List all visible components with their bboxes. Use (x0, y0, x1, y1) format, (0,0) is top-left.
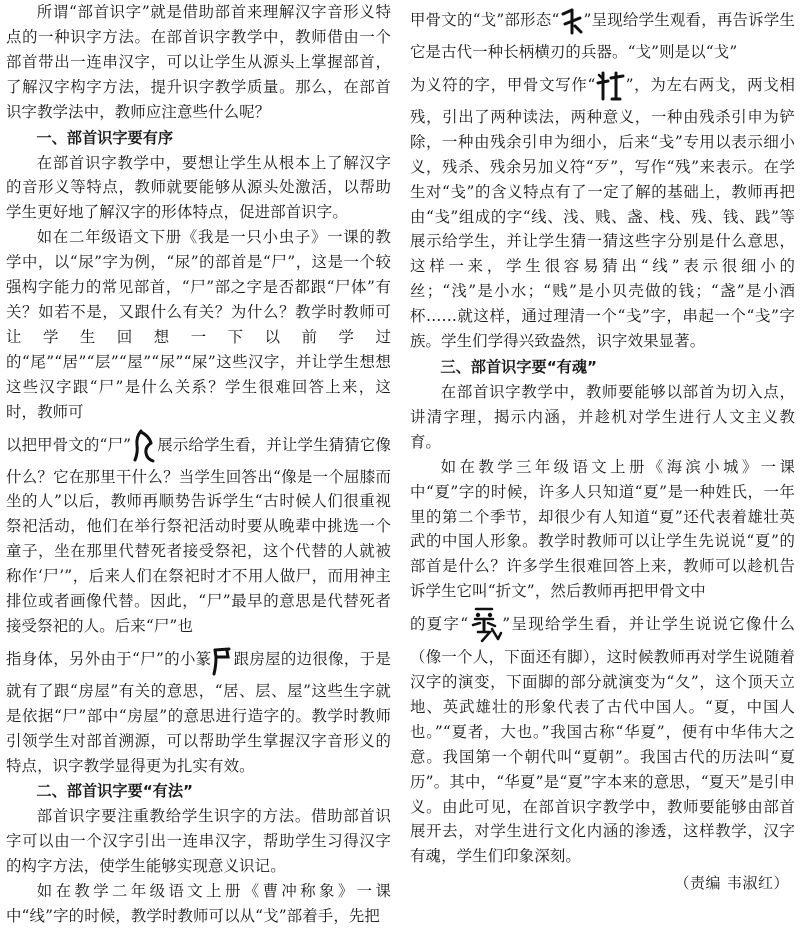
section1-paragraph-2: 如在二年级语文下册《我是一只小虫子》一课的教学中，以“尿”字为例，“尿”的部首是“尸”，这是一个较强构字能力的常见部首，“尸”部之字是否都跟“尸体”有关？如若不是，又跟什么有关？为什么？教学时教师可让学生回想一下以前学过的“尾”“居”“层”“屋”“尿”“屎”这些汉字，并让学生想想这些汉字跟“尸”是什么关系？学生很难回答上来，这时，教师可 (6, 228, 391, 421)
signature-role: （责编 (674, 874, 721, 893)
section1-paragraph-1: 在部首识字教学中，要想让学生从根本上了解汉字的音形义等特点，教师就要能够从源头处激活，以帮助学生更好地了解汉字的形体特点，促进部首识字。 (6, 153, 391, 222)
text-run: ”呈现给学生观看，再告诉学生它是古代一种长柄横刃的兵器。“戈”则是以“戈” (410, 11, 795, 61)
section3-paragraph-2: 如在教学三年级语文上册《海滨小城》一课中“夏”字的时候，许多人只知道“夏”是一种姓氏，一年里的第二个季节，却很少有人知道“夏”还代表着雄壮英武的中国人形象。教学时教师可以让学生先说说“夏”的部首是什么？许多学生很难回答上来，教师可以趁机告诉学生它叫“折文”，然后教师再把甲骨文中 (410, 457, 795, 601)
text-run: 指身体，另外由于“尸”的小篆 (6, 649, 212, 668)
section2-continued-paragraph-1 (410, 0, 795, 65)
intro-paragraph: 所谓“部首识字”就是借助部首来理解汉字音形义特点的一种识字方法。在部首识字教学中，教师借由一个部首带出一连串汉字，可以让学生从源头上掌握部首，了解汉字构字方法，提升识字教学质量。那么，在部首识字教学法中，教师应注意些什么呢？ (6, 3, 391, 121)
text-run: 甲骨文的“戈”部形态“ (410, 11, 560, 29)
section3-paragraph-3 (410, 604, 795, 869)
oracle-jian-glyph-icon (596, 69, 626, 103)
section2-paragraph-1: 部首识字要注重教给学生识字的方法。借助部首识字可以由一个汉字引出一连串汉字，帮助学生习得汉字的构字方法，使学生能够实现意义识记。 (6, 807, 391, 876)
section3-paragraph-1: 在部首识字教学中，教师要能够以部首为切入点，讲清字理，揭示内涵，并趁机对学生进行人文主义教育。 (410, 382, 795, 451)
seal-shi-glyph-icon (211, 644, 233, 676)
text-run: 的夏字“ (410, 615, 469, 634)
text-run: 为义符的字，甲骨文写作“ (410, 75, 596, 94)
text-run: ”呈现给学生看，并让学生说说它像什么（像一个人，下面还有脚），这时候教师再对学生说随着汉字的演变，下面脚的部分就演变为“夂”，这个顶天立地、英武雄壮的形象代表了古代中国人。“夏，中国人也。”“夏者，大也。”我国古称“华夏”，便有中华伟大之意。我国第一个朝代叫“夏朝”。我国古代的历法叫“夏历”。其中，“华夏”是“夏”字本来的意思，“夏天”是引申义。由此可见，在部首识字教学中，教师要能够由部首展开去，对学生进行文化内涵的渗透，这样教学，汉字有魂，学生们印象深刻。 (410, 615, 795, 866)
section2-paragraph-2: 如在教学二年级语文上册《曹冲称象》一课中“线”字的时候，教学时教师可以从“戈”部着手，先把 (6, 882, 391, 926)
section1-paragraph-4 (6, 639, 391, 779)
section-heading-2: 二、部首识字要“有法” (36, 782, 194, 801)
oracle-ge-glyph-icon (560, 6, 584, 36)
oracle-xia-glyph-icon (468, 605, 502, 645)
text-run: ”，为左右两戈，两戈相残，引出了两种读法，两种意义，一种由残杀引申为铲除，一种由残余引申为细小，后来“戋”专用以表示细小义，残杀、残余另加义符“歹”，写作“残”来表示。在学生对“戋”的含义特点有了一定了解的基础上，教师再把由“戋”组成的字“线、浅、贱、盏、栈、残、钱、践”等展示给学生，并让学生猜一猜这些字分别是什么意思，这样一来，学生很容易猜出“线”表示很细小的丝；“浅”是小水；“贱”是小贝壳做的钱；“盏”是小酒杯……就这样，通过理清一个“戋”字，串起一个“戋”字族。学生们学得兴致盎然，识字效果显著。 (410, 75, 795, 351)
left-column (6, 0, 391, 926)
section-heading-3: 三、部首识字要“有魂” (440, 357, 598, 376)
right-column (410, 0, 795, 910)
section1-paragraph-3 (6, 425, 391, 639)
signature-name: 韦淑红） (726, 874, 789, 893)
editor-signature (410, 871, 795, 896)
text-run: 跟房屋的边很像，于是就有了跟“房屋”有关的意思，“居、层、屋”这些生字就是依据“尸”部中“房屋”的意思进行造字的。教学时教师引领学生对部首溯源，可以帮助学生掌握汉字音形义的特点，识字教学显得更为扎实有效。 (6, 649, 391, 775)
oracle-shi-glyph-icon (131, 429, 157, 463)
section2-continued-paragraph-2 (410, 65, 795, 354)
section-heading-1: 一、部首识字要有序 (36, 128, 174, 147)
text-run: 展示给学生看，并让学生猜猜它像什么？它在那里干什么？当学生回答出“像是一个屈膝而坐的人”以后，教师再顺势告诉学生“古时候人们很重视祭祀活动，他们在举行祭祀活动时要从晚辈中挑选一个童子，坐在那里代替死者接受祭祀，这个代替的人就被称作‘尸’”，后来人们在祭祀时才不用人做尸，而用神主排位或者画像代替。因此，“尸”最早的意思是代替死者接受祭祀的人。后来“尸”也 (6, 435, 391, 635)
text-run: 以把甲骨文的“尸” (6, 435, 132, 454)
